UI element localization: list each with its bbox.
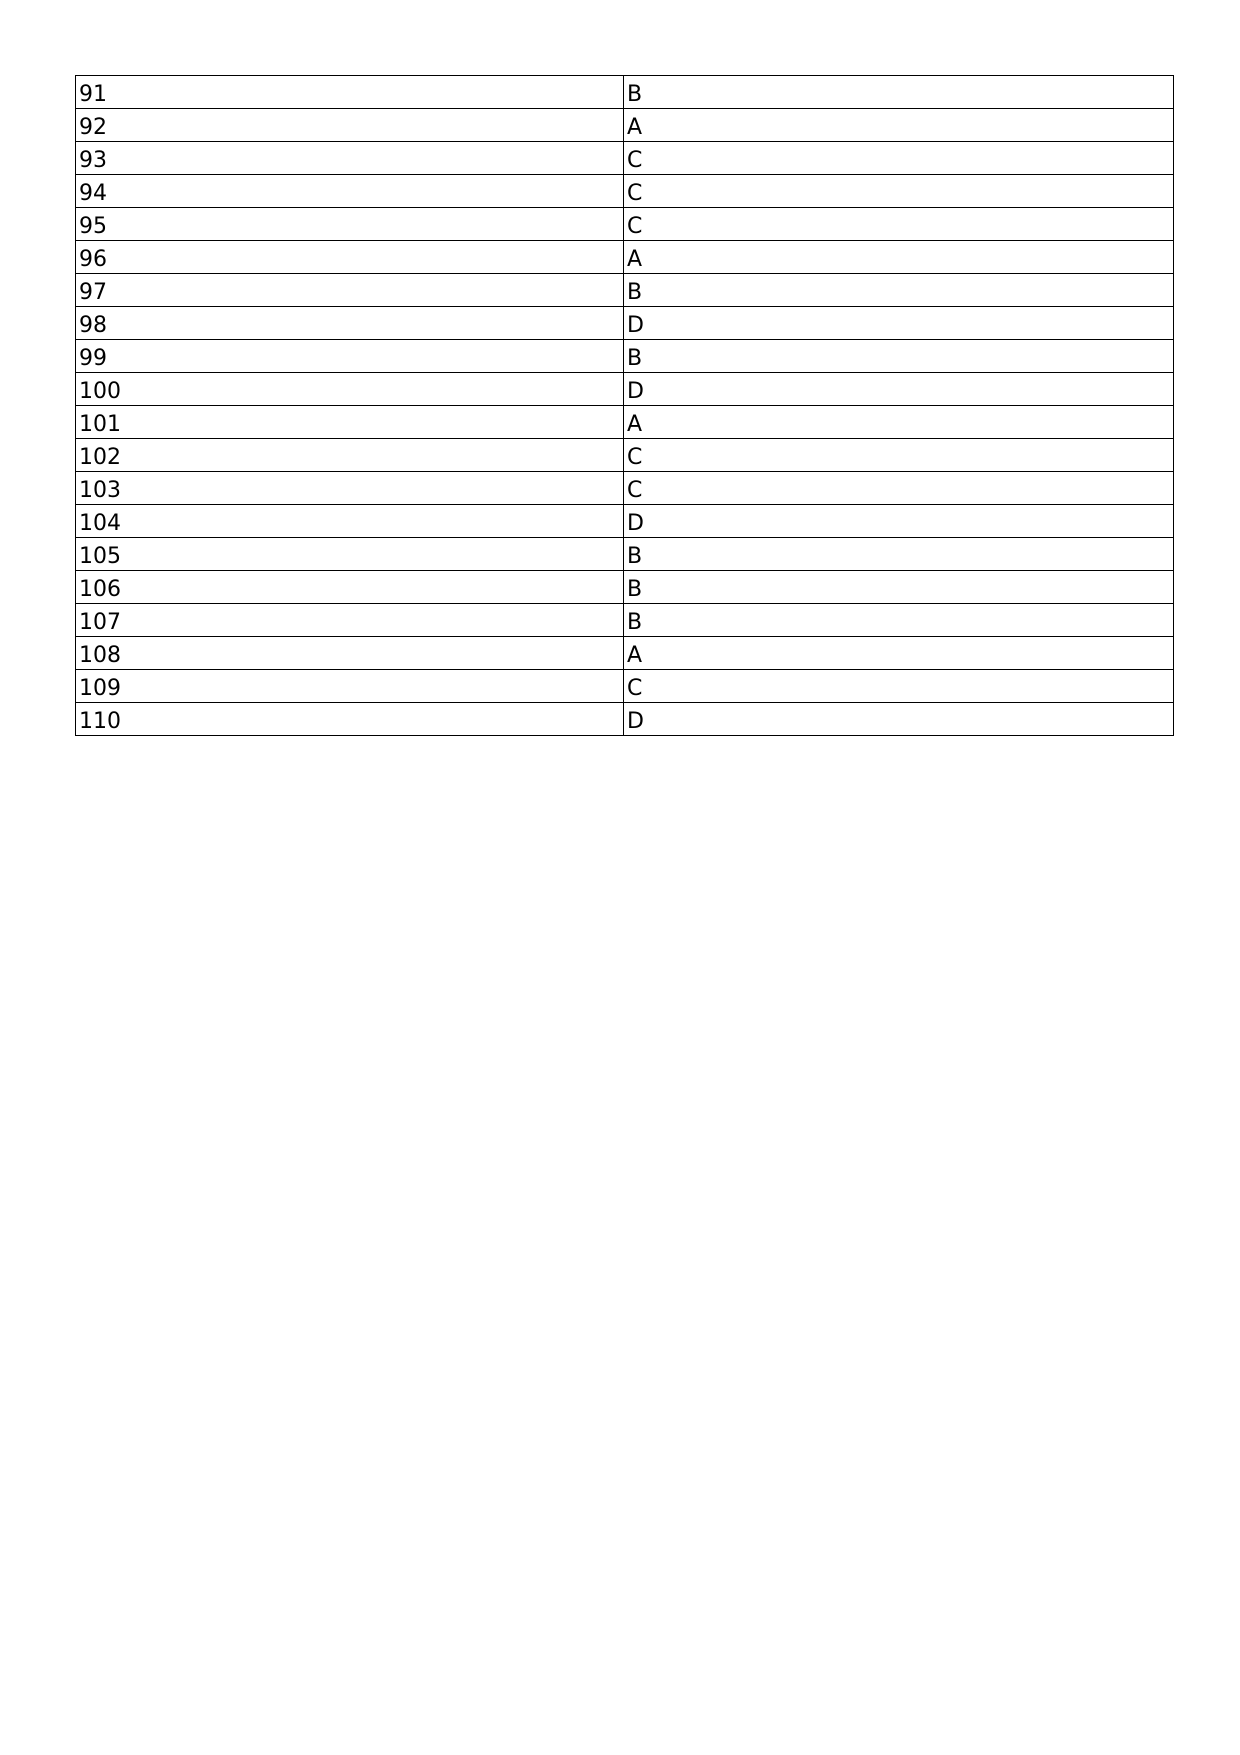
question-number-cell: 98 — [76, 307, 624, 340]
answer-cell: B — [624, 604, 1174, 637]
question-number-cell: 107 — [76, 604, 624, 637]
answer-cell: C — [624, 208, 1174, 241]
answer-cell: B — [624, 538, 1174, 571]
table-row — [76, 637, 1174, 670]
question-number-cell: 108 — [76, 637, 624, 670]
table-row — [76, 340, 1174, 373]
answer-cell: D — [624, 307, 1174, 340]
table-row — [76, 538, 1174, 571]
question-number-cell: 104 — [76, 505, 624, 538]
table-row — [76, 307, 1174, 340]
table-row — [76, 571, 1174, 604]
question-number-cell: 106 — [76, 571, 624, 604]
question-number-cell: 99 — [76, 340, 624, 373]
answer-key-table — [75, 75, 1174, 736]
answer-cell: A — [624, 109, 1174, 142]
table-row — [76, 175, 1174, 208]
table-row — [76, 439, 1174, 472]
answer-cell: C — [624, 142, 1174, 175]
table-row — [76, 373, 1174, 406]
table-row — [76, 406, 1174, 439]
answer-cell: A — [624, 637, 1174, 670]
table-row — [76, 670, 1174, 703]
answer-cell: A — [624, 241, 1174, 274]
question-number-cell: 109 — [76, 670, 624, 703]
answer-cell: C — [624, 472, 1174, 505]
table-body — [76, 76, 1174, 736]
table-row — [76, 604, 1174, 637]
answer-cell: B — [624, 274, 1174, 307]
question-number-cell: 110 — [76, 703, 624, 736]
question-number-cell: 103 — [76, 472, 624, 505]
table-row — [76, 208, 1174, 241]
question-number-cell: 92 — [76, 109, 624, 142]
question-number-cell: 101 — [76, 406, 624, 439]
answer-cell: C — [624, 439, 1174, 472]
question-number-cell: 93 — [76, 142, 624, 175]
table-row — [76, 703, 1174, 736]
table-row — [76, 76, 1174, 109]
question-number-cell: 105 — [76, 538, 624, 571]
answer-cell: D — [624, 505, 1174, 538]
question-number-cell: 91 — [76, 76, 624, 109]
table-row — [76, 505, 1174, 538]
answer-cell: C — [624, 670, 1174, 703]
table-row — [76, 472, 1174, 505]
table-row — [76, 241, 1174, 274]
question-number-cell: 95 — [76, 208, 624, 241]
table-row — [76, 142, 1174, 175]
answer-cell: B — [624, 571, 1174, 604]
question-number-cell: 94 — [76, 175, 624, 208]
answer-cell: C — [624, 175, 1174, 208]
answer-cell: D — [624, 373, 1174, 406]
question-number-cell: 102 — [76, 439, 624, 472]
answer-cell: B — [624, 340, 1174, 373]
question-number-cell: 100 — [76, 373, 624, 406]
question-number-cell: 96 — [76, 241, 624, 274]
question-number-cell: 97 — [76, 274, 624, 307]
table-row — [76, 109, 1174, 142]
answer-cell: A — [624, 406, 1174, 439]
answer-cell: B — [624, 76, 1174, 109]
answer-cell: D — [624, 703, 1174, 736]
table-row — [76, 274, 1174, 307]
